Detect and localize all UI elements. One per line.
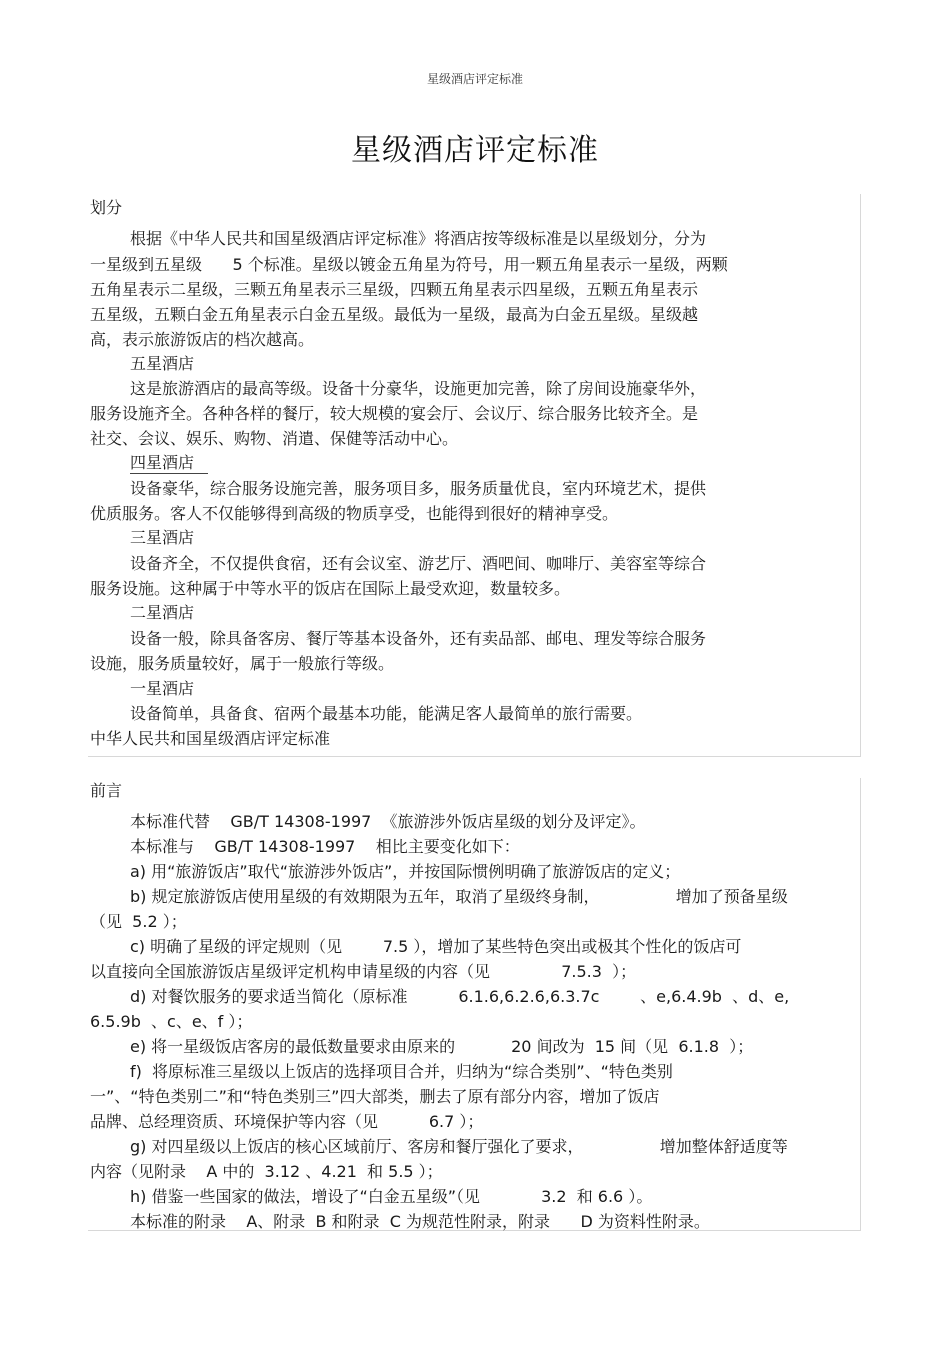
paragraph-line: 一星级到五星级 5 个标准。星级以镀金五角星为符号，用一颗五角星表示一星级，两颗 bbox=[90, 255, 728, 274]
paragraph-line: 本标准代替 GB/T 14308-1997 《旅游涉外饭店星级的划分及评定》。 bbox=[130, 812, 646, 831]
document-title: 星级酒店评定标准 bbox=[351, 133, 599, 168]
section-classification bbox=[88, 194, 861, 757]
subheading-five-star: 五星酒店 bbox=[130, 354, 195, 373]
list-item-continuation: 一”、“特色类别二”和“特色类别三”四大部类，删去了原有部分内容，增加了饭店 bbox=[90, 1087, 660, 1106]
paragraph-line: 设施，服务质量较好，属于一般旅行等级。 bbox=[90, 654, 395, 673]
paragraph-line: 设备一般，除具备客房、餐厅等基本设备外，还有卖品部、邮电、理发等综合服务 bbox=[130, 629, 707, 648]
paragraph-line: 优质服务。客人不仅能够得到高级的物质享受，也能得到很好的精神享受。 bbox=[90, 504, 619, 523]
paragraph-line: 高，表示旅游饭店的档次越高。 bbox=[90, 330, 315, 349]
paragraph-line: 五角星表示二星级，三颗五角星表示三星级，四颗五角星表示四星级，五颗五角星表示 bbox=[90, 280, 699, 299]
list-item-continuation: 品牌、总经理资质、环境保护等内容（见 6.7 ）； bbox=[90, 1112, 484, 1131]
paragraph-line: 根据《中华人民共和国星级酒店评定标准》将酒店按等级标准是以星级划分，分为 bbox=[130, 229, 707, 248]
paragraph-line: 本标准的附录 A、附录 B 和附录 C 为规范性附录，附录 D 为资料性附录。 bbox=[130, 1212, 710, 1231]
subheading-one-star: 一星酒店 bbox=[130, 679, 195, 698]
subheading-three-star: 三星酒店 bbox=[130, 528, 195, 547]
paragraph-line: 这是旅游酒店的最高等级。设备十分豪华，设施更加完善，除了房间设施豪华外， bbox=[130, 379, 707, 398]
paragraph-line: 设备豪华，综合服务设施完善，服务项目多，服务质量优良，室内环境艺术，提供 bbox=[130, 479, 707, 498]
paragraph-line: 设备简单，具备食、宿两个最基本功能，能满足客人最简单的旅行需要。 bbox=[130, 704, 643, 723]
paragraph-line: 社交、会议、娱乐、购物、消遣、保健等活动中心。 bbox=[90, 429, 459, 448]
list-item: d) 对餐饮服务的要求适当简化（原标准 6.1.6,6.2.6,6.3.7c 、e,6.4.9b 、d、e, bbox=[130, 987, 790, 1006]
section-foreword bbox=[88, 778, 861, 1231]
list-item-continuation: 内容（见附录 A 中的 3.12 、4.21 和 5.5 ）； bbox=[90, 1162, 443, 1181]
list-item: e) 将一星级饭店客房的最低数量要求由原来的 20 间改为 15 间（见 6.1.8 ）； bbox=[130, 1037, 754, 1056]
paragraph-line: 服务设施。这种属于中等水平的饭店在国际上最受欢迎，数量较多。 bbox=[90, 579, 571, 598]
subheading-two-star: 二星酒店 bbox=[130, 603, 195, 622]
section-heading: 前言 bbox=[90, 781, 123, 800]
paragraph-line: 本标准与 GB/T 14308-1997 相比主要变化如下： bbox=[130, 837, 520, 856]
paragraph-line: 中华人民共和国星级酒店评定标准 bbox=[90, 729, 331, 748]
paragraph-line: 五星级，五颗白金五角星表示白金五星级。最低为一星级，最高为白金五星级。星级越 bbox=[90, 305, 699, 324]
subheading-four-star: 四星酒店 bbox=[130, 453, 208, 474]
running-header: 星级酒店评定标准 bbox=[426, 72, 523, 86]
list-item-continuation: 6.5.9b 、c、e、f ）； bbox=[90, 1012, 253, 1031]
list-item: g) 对四星级以上饭店的核心区域前厅、客房和餐厅强化了要求， 增加整体舒适度等 bbox=[130, 1137, 788, 1156]
list-item: a) 用“旅游饭店”取代“旅游涉外饭店”，并按国际惯例明确了旅游饭店的定义； bbox=[130, 862, 681, 881]
list-item-continuation: （见 5.2 ）； bbox=[90, 912, 187, 931]
list-item: c) 明确了星级的评定规则（见 7.5 ），增加了某些特色突出或极其个性化的饭店可 bbox=[130, 937, 742, 956]
list-item-continuation: 以直接向全国旅游饭店星级评定机构申请星级的内容（见 7.5.3 ）； bbox=[90, 962, 637, 981]
paragraph-line: 服务设施齐全。各种各样的餐厅，较大规模的宴会厅、会议厅、综合服务比较齐全。是 bbox=[90, 404, 699, 423]
section-heading: 划分 bbox=[90, 198, 123, 217]
list-item: f) 将原标准三星级以上饭店的选择项目合并，归纳为“综合类别”、“特色类别 bbox=[130, 1062, 673, 1081]
list-item: h) 借鉴一些国家的做法，增设了“白金五星级”（见 3.2 和 6.6 ）。 bbox=[130, 1187, 653, 1206]
paragraph-line: 设备齐全，不仅提供食宿，还有会议室、游艺厅、酒吧间、咖啡厅、美容室等综合 bbox=[130, 554, 707, 573]
list-item: b) 规定旅游饭店使用星级的有效期限为五年，取消了星级终身制， 增加了预备星级 bbox=[130, 887, 788, 906]
